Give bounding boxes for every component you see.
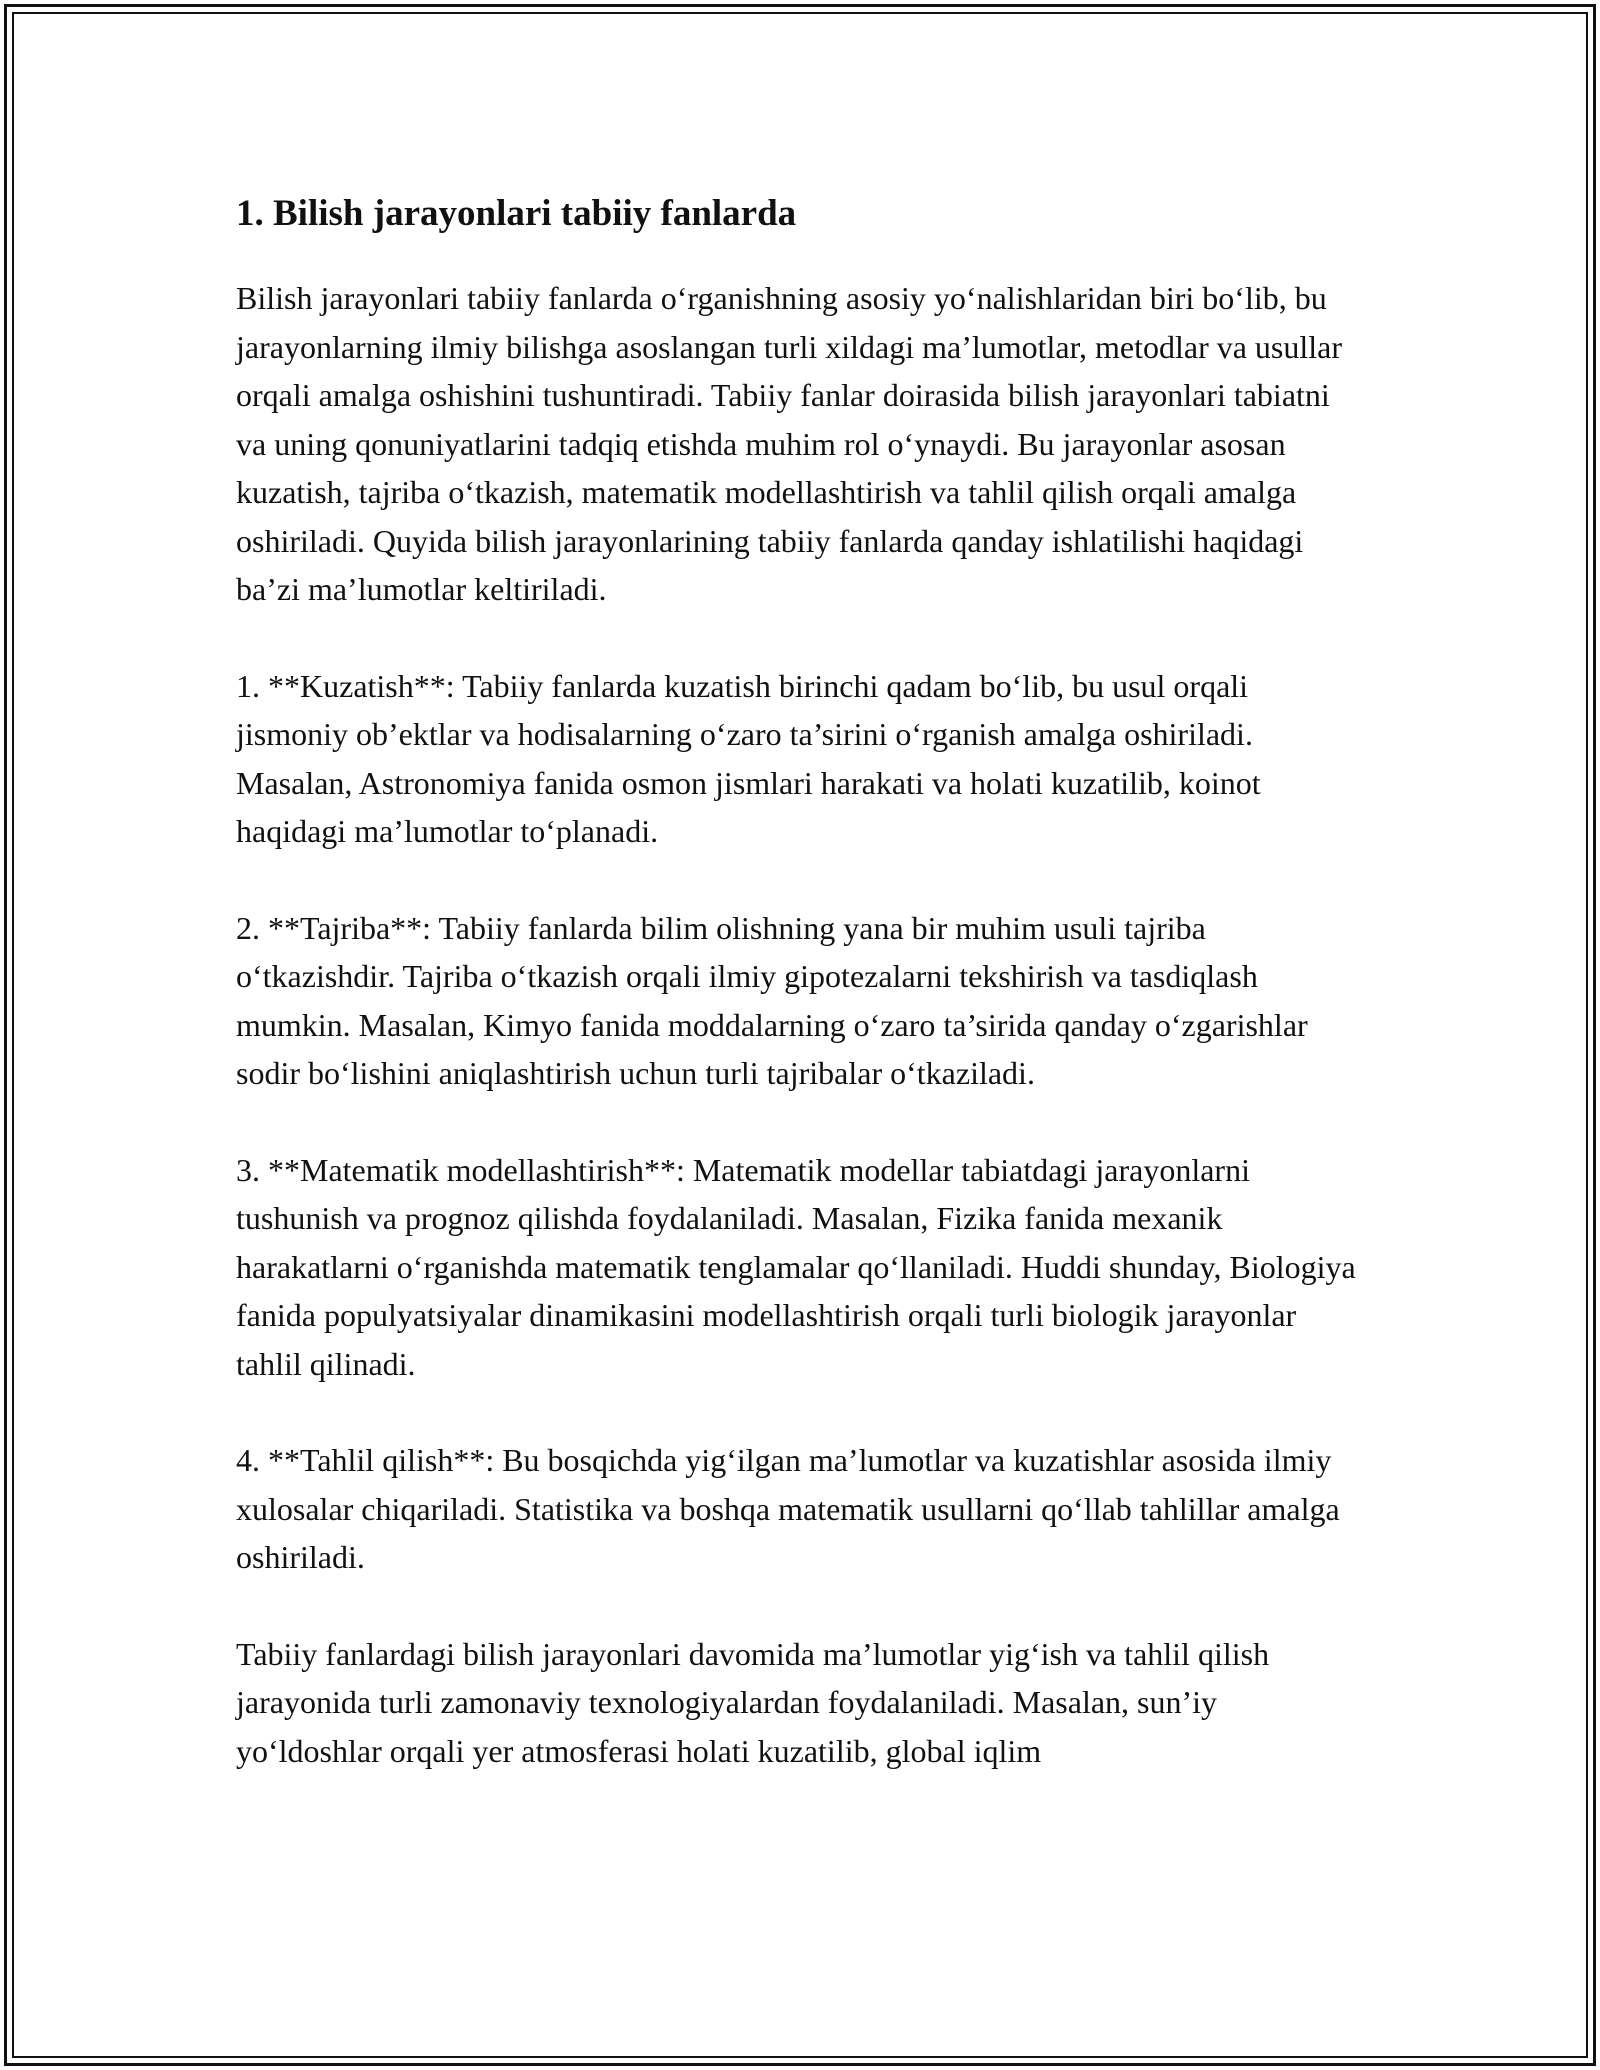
document-body — [236, 186, 1366, 1775]
paragraph-experiment: 2. **Tajriba**: Tabiiy fanlarda bilim olishning yana bir muhim usuli tajriba o‘tkazishdir. Tajriba o‘tkazish orqali ilmiy gipotezalarni tekshirish va tasdiqlash mumkin. Masalan, Kimyo fanida moddalarning o‘zaro ta’sirida qanday o‘zgarishlar sodir bo‘lishini aniqlashtirish uchun turli tajribalar o‘tkaziladi. — [236, 909, 1308, 1091]
paragraph-observation: 1. **Kuzatish**: Tabiiy fanlarda kuzatish birinchi qadam bo‘lib, bu usul orqali jismoniy ob’ektlar va hodisalarning o‘zaro ta’sirini o‘rganish amalga oshiriladi. Masalan, Astronomiya fanida osmon jismlari harakati va holati kuzatilib, koinot haqidagi ma’lumotlar to‘planadi. — [236, 667, 1261, 849]
document-title: 1. Bilish jarayonlari tabiiy fanlarda — [236, 193, 797, 234]
intro-paragraph: Bilish jarayonlari tabiiy fanlarda o‘rganishning asosiy yo‘nalishlaridan biri bo‘lib, bu jarayonlarning ilmiy bilishga asoslangan turli xildagi ma’lumotlar, metodlar va usullar orqali amalga oshishini tushuntiradi. Tabiiy fanlar doirasida bilish jarayonlari tabiatni va uning qonuniyatlarini tadqiq etishda muhim rol o‘ynaydi. Bu jarayonlar asosan kuzatish, tajriba o‘tkazish, matematik modellashtirish va tahlil qilish orqali amalga oshiriladi. Quyida bilish jarayonlarining tabiiy fanlarda qanday ishlatilishi haqidagi ba’zi ma’lumotlar keltiriladi. — [236, 280, 1343, 607]
paragraph-analysis: 4. **Tahlil qilish**: Bu bosqichda yig‘ilgan ma’lumotlar va kuzatishlar asosida ilmiy xulosalar chiqariladi. Statistika va boshqa matematik usullarni qo‘llab tahlillar amalga oshiriladi. — [236, 1442, 1340, 1575]
paragraph-math-modeling: 3. **Matematik modellashtirish**: Matematik modellar tabiatdagi jarayonlarni tushunish va prognoz qilishda foydalaniladi. Masalan, Fizika fanida mexanik harakatlarni o‘rganishda matematik tenglamalar qo‘llaniladi. Huddi shunday, Biologiya fanida populyatsiyalar dinamikasini modellashtirish orqali turli biologik jarayonlar tahlil qilinadi. — [236, 1151, 1356, 1382]
paragraph-technologies: Tabiiy fanlardagi bilish jarayonlari davomida ma’lumotlar yig‘ish va tahlil qilish jarayonida turli zamonaviy texnologiyalardan foydalaniladi. Masalan, sun’iy yo‘ldoshlar orqali yer atmosferasi holati kuzatilib, global iqlim — [236, 1635, 1270, 1769]
